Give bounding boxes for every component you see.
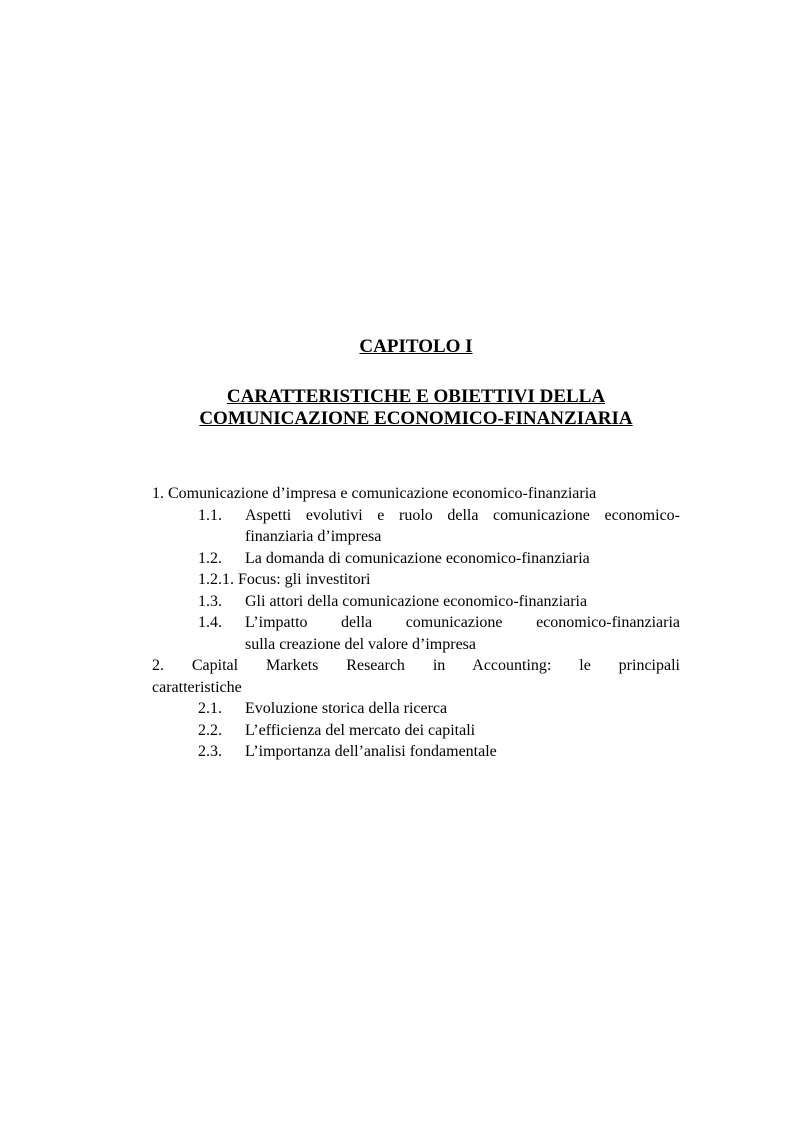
chapter-title-line	[0, 386, 793, 408]
toc-entry-text: L’efficienza del mercato dei capitali	[245, 721, 476, 739]
toc-entry-text: La domanda di comunicazione economico-finanziaria	[245, 549, 590, 567]
toc-entry-1-2	[152, 548, 680, 570]
toc-entry-text: sulla creazione del valore d’impresa	[245, 635, 476, 653]
toc-entry-number: 2.3.	[198, 743, 222, 760]
toc-entry-1-1	[152, 505, 680, 548]
toc-entry-text: Gli attori della comunicazione economico-finanziaria	[245, 592, 588, 610]
toc-entry-1-4	[152, 612, 680, 655]
toc-entry-number: 1.2.	[198, 549, 222, 567]
toc-entry-number: 2.2.	[198, 721, 222, 739]
toc-entry-2-2	[152, 720, 680, 742]
toc-entry-number: 1.1.	[198, 506, 222, 524]
chapter-title-line	[0, 408, 793, 430]
toc-entry-text: Aspetti evolutivi e ruolo della comunicazione economico-	[245, 506, 680, 524]
toc-entry-2-3	[152, 741, 680, 763]
toc-entry-1-2-1: 1.2.1. Focus: gli investitori	[198, 571, 371, 588]
toc-entry-1-3	[152, 591, 680, 613]
toc-entry-number: 2.1.	[198, 700, 222, 717]
chapter-title-text: COMUNICAZIONE ECONOMICO-FINANZIARIA	[199, 408, 633, 429]
toc-entry-number: 1.3.	[198, 592, 222, 610]
toc-entry-text: finanziaria d’impresa	[245, 528, 382, 545]
toc-entry-2-continuation: caratteristiche	[152, 678, 242, 696]
chapter-heading: CAPITOLO I	[359, 336, 473, 357]
toc-entry-text: L’importanza dell’analisi fondamentale	[245, 743, 497, 760]
chapter-title-text: CARATTERISTICHE E OBIETTIVI DELLA	[226, 386, 606, 407]
toc-entry-2-1	[152, 698, 680, 720]
toc-entry-1: 1. Comunicazione d’impresa e comunicazione economico-finanziaria	[152, 485, 597, 502]
toc-entry-text: L’impatto della comunicazione economico-finanziaria	[245, 614, 680, 631]
table-of-contents	[152, 483, 680, 763]
chapter-title	[0, 386, 793, 430]
toc-entry-text: Evoluzione storica della ricerca	[245, 700, 448, 717]
toc-entry-number: 1.4.	[198, 614, 222, 631]
toc-entry-2: 2. Capital Markets Research in Accounting: le principali	[152, 657, 680, 674]
